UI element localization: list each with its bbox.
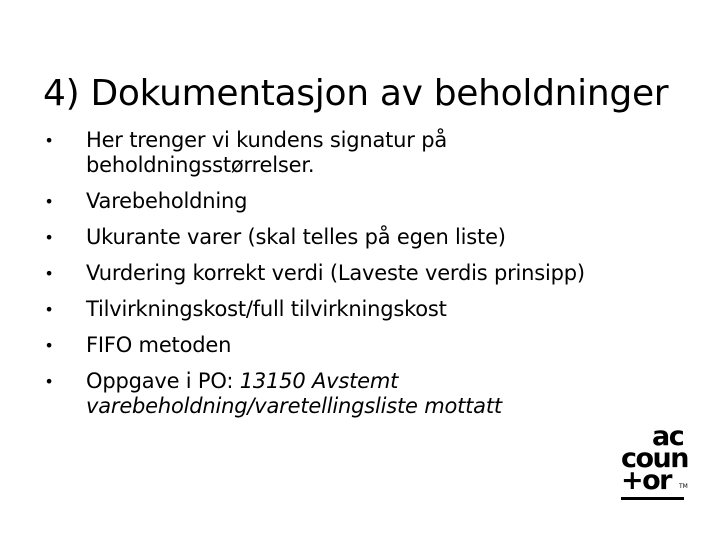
logo-line-3: +or (621, 465, 671, 496)
bullet-list (43, 128, 663, 430)
bullet-text: Vurdering korrekt verdi (Laveste verdis prinsipp) (86, 261, 585, 285)
bullet-item-oppgave (43, 369, 663, 419)
bullet-text-plain: Oppgave i PO: (86, 369, 240, 393)
logo-trademark: TM (679, 483, 688, 490)
bullet-item-signature (43, 128, 663, 178)
bullet-item-ukurante (43, 225, 663, 250)
bullet-item-vurdering (43, 261, 663, 286)
bullet-icon: • (44, 192, 54, 211)
bullet-text: Her trenger vi kundens signatur på beholdningsstørrelser. (86, 128, 447, 177)
bullet-item-varebeholdning (43, 189, 663, 214)
logo-line-1: ac (652, 421, 684, 452)
bullet-icon: • (44, 228, 54, 247)
bullet-icon: • (44, 336, 54, 355)
bullet-icon: • (44, 131, 54, 150)
bullet-text: Tilvirkningskost/full tilvirkningskost (86, 297, 447, 321)
logo-line-2: coun (621, 443, 688, 474)
accountor-logo (621, 421, 691, 500)
bullet-icon: • (44, 372, 54, 391)
bullet-item-fifo (43, 333, 663, 358)
bullet-text-italic: 13150 Avstemt varebeholdning/varetellingsliste mottatt (86, 369, 502, 418)
logo-underline-bar (621, 497, 684, 500)
bullet-icon: • (44, 264, 54, 283)
bullet-text: Ukurante varer (skal telles på egen liste) (86, 225, 506, 249)
slide-title: 4) Dokumentasjon av beholdninger (43, 73, 669, 115)
bullet-icon: • (44, 300, 54, 319)
bullet-text: FIFO metoden (86, 333, 232, 357)
bullet-item-tilvirkningskost (43, 297, 663, 322)
bullet-text (86, 369, 663, 419)
bullet-text: Varebeholdning (86, 189, 248, 213)
